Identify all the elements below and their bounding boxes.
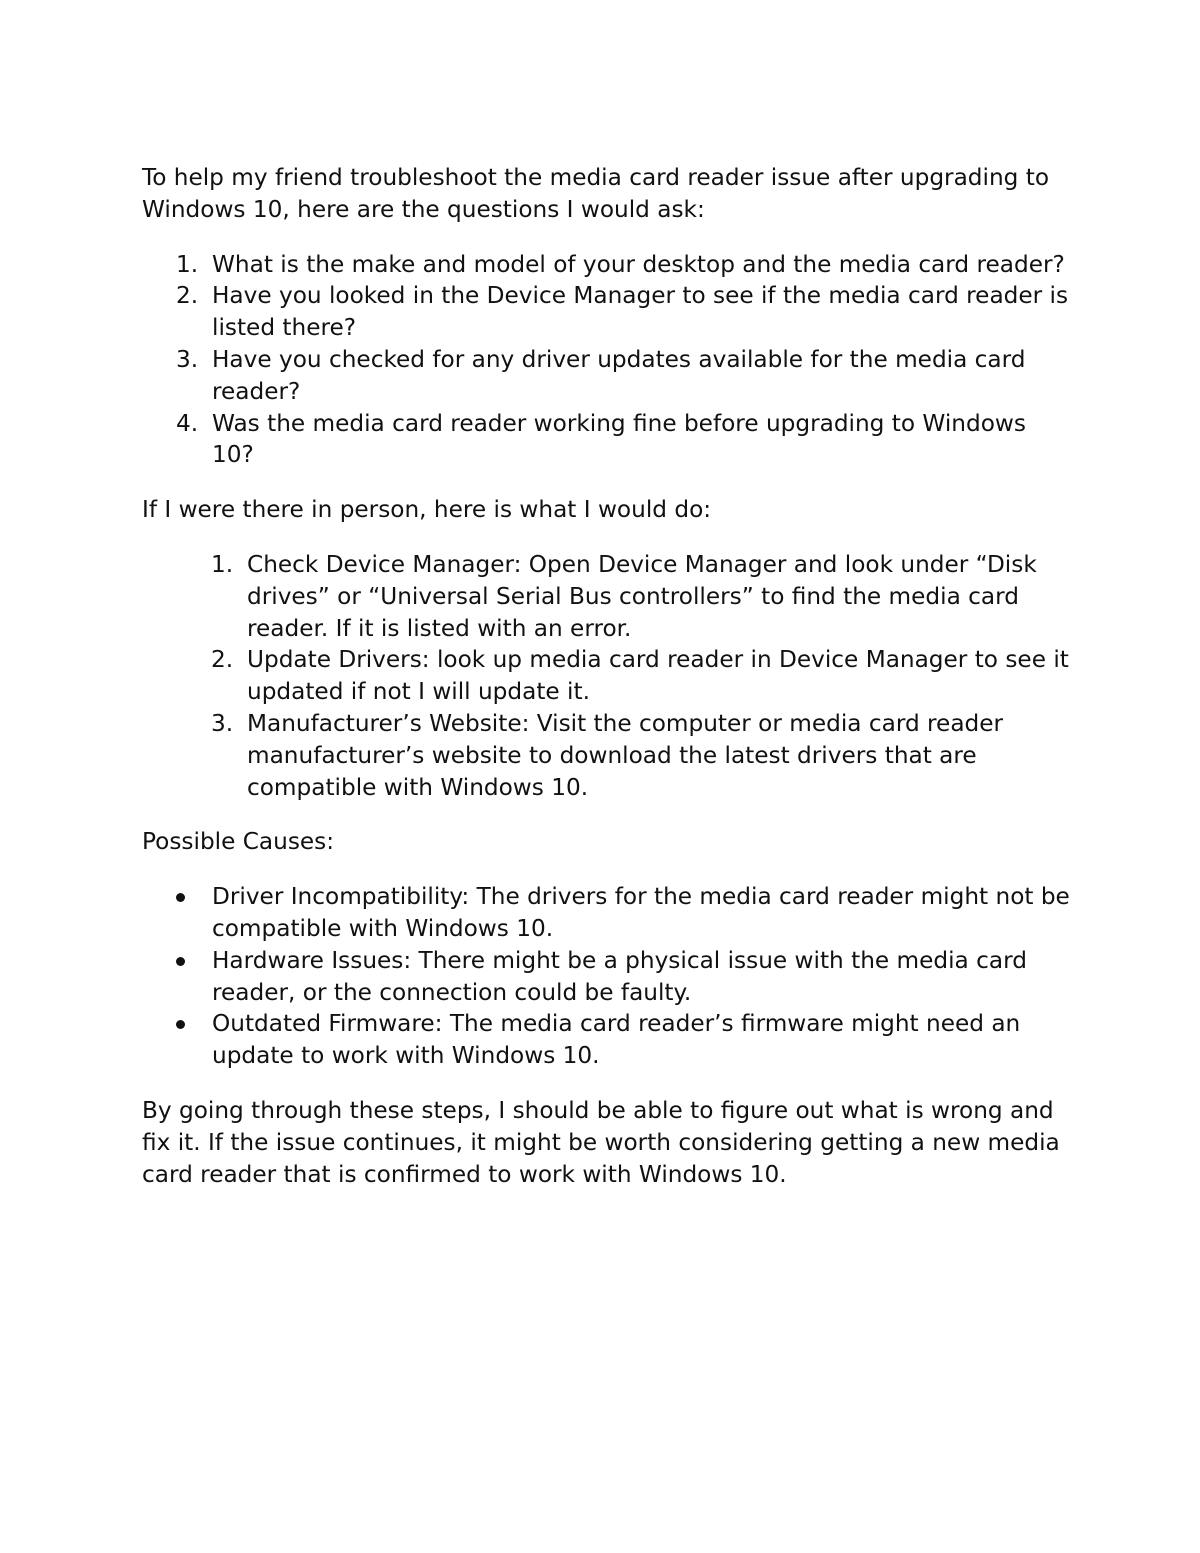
list-item	[142, 408, 1072, 472]
list-item	[142, 644, 1072, 708]
bullet-icon	[176, 893, 185, 902]
causes-list	[142, 881, 1072, 1072]
conclusion-paragraph: By going through these steps, I should be able to figure out what is wrong and fix it. If the issue continues, it might be worth considering getting a new media card reader that is confirmed to work with Windows 10.	[142, 1096, 1060, 1188]
list-number: 1.	[176, 250, 199, 278]
list-number: 4.	[176, 409, 199, 437]
list-item	[142, 249, 1072, 281]
list-item-text: Outdated Firmware: The media card reader’s firmware might need an update to work with Windows 10.	[212, 1010, 1021, 1070]
list-item	[142, 280, 1072, 344]
causes-heading: Possible Causes:	[142, 828, 335, 856]
list-item	[142, 945, 1072, 1009]
list-item	[142, 708, 1072, 803]
actions-intro-paragraph: If I were there in person, here is what I would do:	[142, 496, 712, 524]
questions-list	[142, 249, 1072, 472]
list-item-text: Driver Incompatibility: The drivers for the media card reader might not be compatible with Windows 10.	[212, 883, 1070, 942]
list-number: 3.	[211, 709, 234, 737]
bullet-icon	[176, 1020, 185, 1029]
list-item-text: Was the media card reader working fine before upgrading to Windows 10?	[212, 409, 1026, 469]
actions-list	[142, 549, 1072, 803]
list-number: 2.	[176, 282, 199, 310]
bullet-icon	[176, 957, 185, 966]
list-item-text: Hardware Issues: There might be a physical issue with the media card reader, or the connection could be faulty.	[212, 946, 1027, 1006]
intro-paragraph: To help my friend troubleshoot the media card reader issue after upgrading to Windows 10, here are the questions I would ask:	[142, 164, 1050, 223]
list-item-text: Update Drivers: look up media card reader in Device Manager to see it updated if not I will update it.	[247, 646, 1069, 706]
list-number: 3.	[176, 345, 199, 373]
list-item	[142, 344, 1072, 408]
list-item-text: Check Device Manager: Open Device Manager and look under “Disk drives” or “Universal Serial Bus controllers” to find the media card reader. If it is listed with an error.	[247, 550, 1037, 642]
list-item-text: Have you looked in the Device Manager to see if the media card reader is listed there?	[212, 282, 1069, 342]
document-body	[142, 162, 1072, 1213]
list-item	[142, 881, 1072, 945]
list-item-text: Manufacturer’s Website: Visit the computer or media card reader manufacturer’s website to download the latest drivers that are compatible with Windows 10.	[247, 709, 1004, 801]
list-item	[142, 1008, 1072, 1072]
list-number: 1.	[211, 550, 234, 578]
list-item	[142, 549, 1072, 644]
list-item-text: What is the make and model of your desktop and the media card reader?	[212, 250, 1065, 278]
list-number: 2.	[211, 646, 234, 674]
list-item-text: Have you checked for any driver updates available for the media card reader?	[212, 345, 1026, 405]
